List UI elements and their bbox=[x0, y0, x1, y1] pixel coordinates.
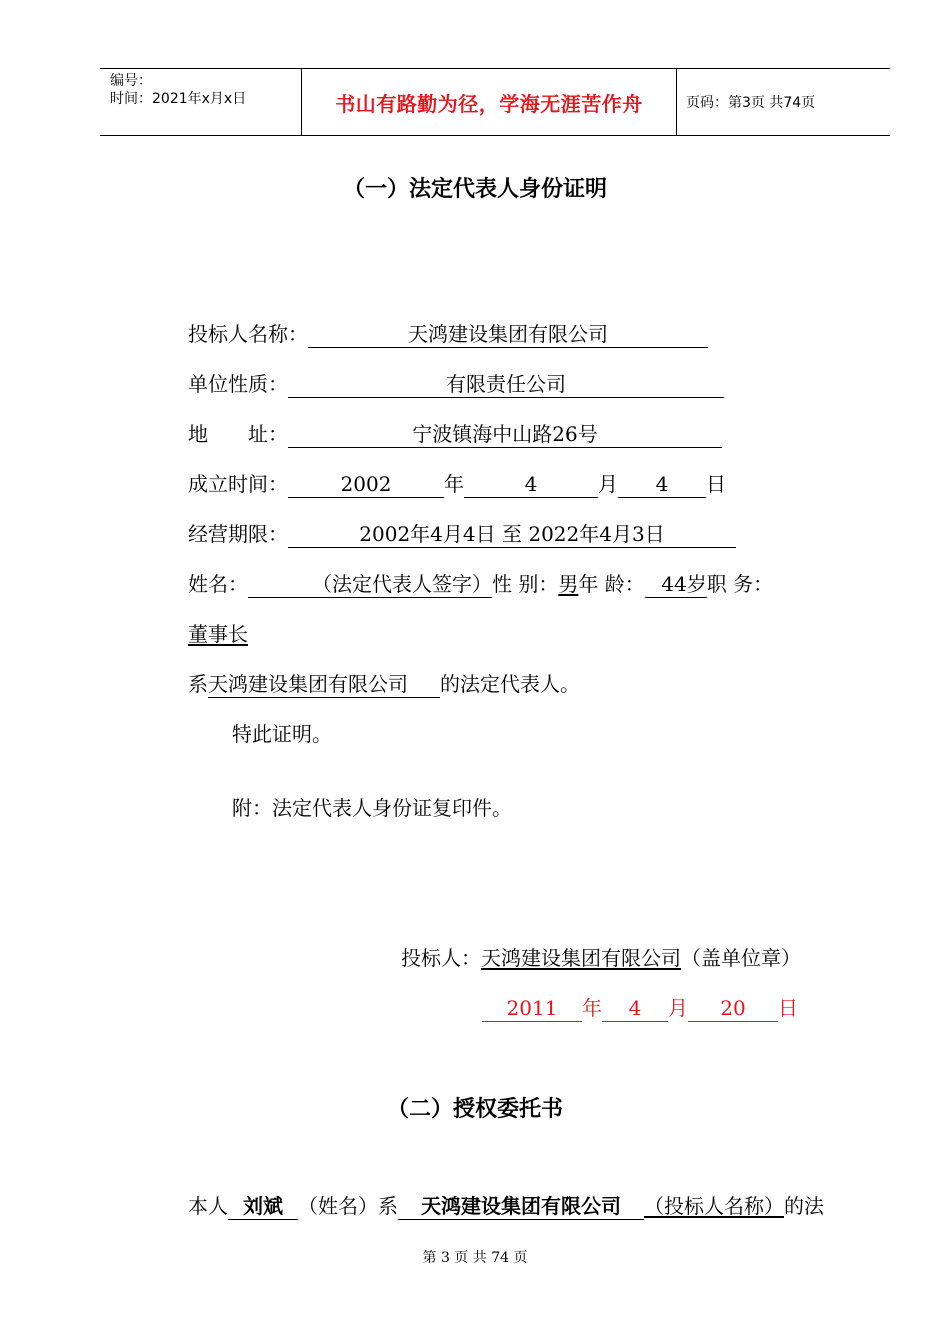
bidder-name-value: 天鸿建设集团有限公司 bbox=[308, 321, 708, 348]
header-number-label: 编号： bbox=[110, 73, 152, 89]
legal-rep-row bbox=[188, 670, 580, 698]
section2-title: （二）授权委托书 bbox=[386, 1097, 563, 1122]
section1-title: （一）法定代表人身份证明 bbox=[342, 177, 607, 202]
authorized-person-name: 刘斌 bbox=[228, 1193, 298, 1220]
established-year: 2002 bbox=[288, 471, 444, 498]
header-motto: 书山有路勤为径，学海无涯苦作舟 bbox=[335, 92, 643, 116]
sign-date-month: 4 bbox=[602, 995, 668, 1022]
sign-year-char: 年 bbox=[582, 996, 602, 1020]
signer-label: 投标人： bbox=[401, 946, 481, 970]
authorization-intro-row bbox=[188, 1192, 824, 1220]
address-value: 宁波镇海中山路26号 bbox=[288, 421, 722, 448]
certify-text: 特此证明。 bbox=[232, 722, 332, 746]
sign-date-day: 20 bbox=[688, 995, 778, 1022]
header-top-rule bbox=[100, 68, 890, 69]
seal-note: （盖单位章） bbox=[681, 946, 801, 970]
established-row bbox=[188, 470, 726, 498]
position-value: 董事长 bbox=[188, 622, 248, 646]
page-footer: 第 3 页 共 74 页 bbox=[422, 1250, 528, 1266]
company-note: （投标人名称） bbox=[644, 1194, 784, 1218]
intro-prefix: 本人 bbox=[188, 1194, 228, 1218]
address-label: 地 址： bbox=[188, 422, 288, 446]
authorization-company: 天鸿建设集团有限公司 bbox=[398, 1193, 644, 1220]
unit-nature-label: 单位性质： bbox=[188, 372, 288, 396]
year-char: 年 bbox=[444, 472, 464, 496]
month-char: 月 bbox=[598, 472, 618, 496]
name-value: （法定代表人签字） bbox=[248, 571, 492, 598]
name-label: 姓名： bbox=[188, 572, 248, 596]
sign-month-char: 月 bbox=[668, 996, 688, 1020]
unit-nature-value: 有限责任公司 bbox=[288, 371, 724, 398]
company-value: 天鸿建设集团有限公司 bbox=[208, 671, 440, 698]
intro-suffix: 的法 bbox=[784, 1194, 824, 1218]
established-label: 成立时间： bbox=[188, 472, 288, 496]
unit-nature-row bbox=[188, 370, 724, 398]
header-divider-right bbox=[676, 68, 677, 136]
position-row bbox=[188, 620, 248, 648]
person-info-row bbox=[188, 570, 773, 598]
is-suffix: 的法定代表人。 bbox=[440, 672, 580, 696]
gender-value: 男 bbox=[558, 572, 579, 596]
address-row bbox=[188, 420, 722, 448]
age-value: 44岁 bbox=[645, 571, 707, 598]
established-month: 4 bbox=[464, 471, 598, 498]
bidder-name-row bbox=[188, 320, 708, 348]
attachment-text: 附：法定代表人身份证复印件。 bbox=[232, 796, 512, 820]
sign-date-year: 2011 bbox=[482, 995, 582, 1022]
bidder-name-label: 投标人名称： bbox=[188, 322, 308, 346]
header-time-label: 时间：2021年x月x日 bbox=[110, 91, 247, 107]
sign-date-row bbox=[482, 994, 798, 1022]
header-bottom-rule bbox=[100, 135, 890, 136]
is-prefix: 系 bbox=[188, 672, 208, 696]
gender-label: 性 别： bbox=[492, 572, 559, 596]
header-page-label: 页码：第3页 共74页 bbox=[686, 95, 816, 111]
age-label: 年 龄： bbox=[578, 572, 645, 596]
name-note: （姓名）系 bbox=[298, 1194, 398, 1218]
position-label: 职 务： bbox=[706, 572, 774, 596]
sign-day-char: 日 bbox=[778, 996, 798, 1020]
established-day: 4 bbox=[618, 471, 706, 498]
day-char: 日 bbox=[706, 472, 726, 496]
signer-company: 天鸿建设集团有限公司 bbox=[481, 946, 681, 970]
term-label: 经营期限： bbox=[188, 522, 288, 546]
term-row bbox=[188, 520, 736, 548]
signer-row bbox=[401, 944, 801, 972]
term-value: 2002年4月4日 至 2022年4月3日 bbox=[288, 521, 736, 548]
